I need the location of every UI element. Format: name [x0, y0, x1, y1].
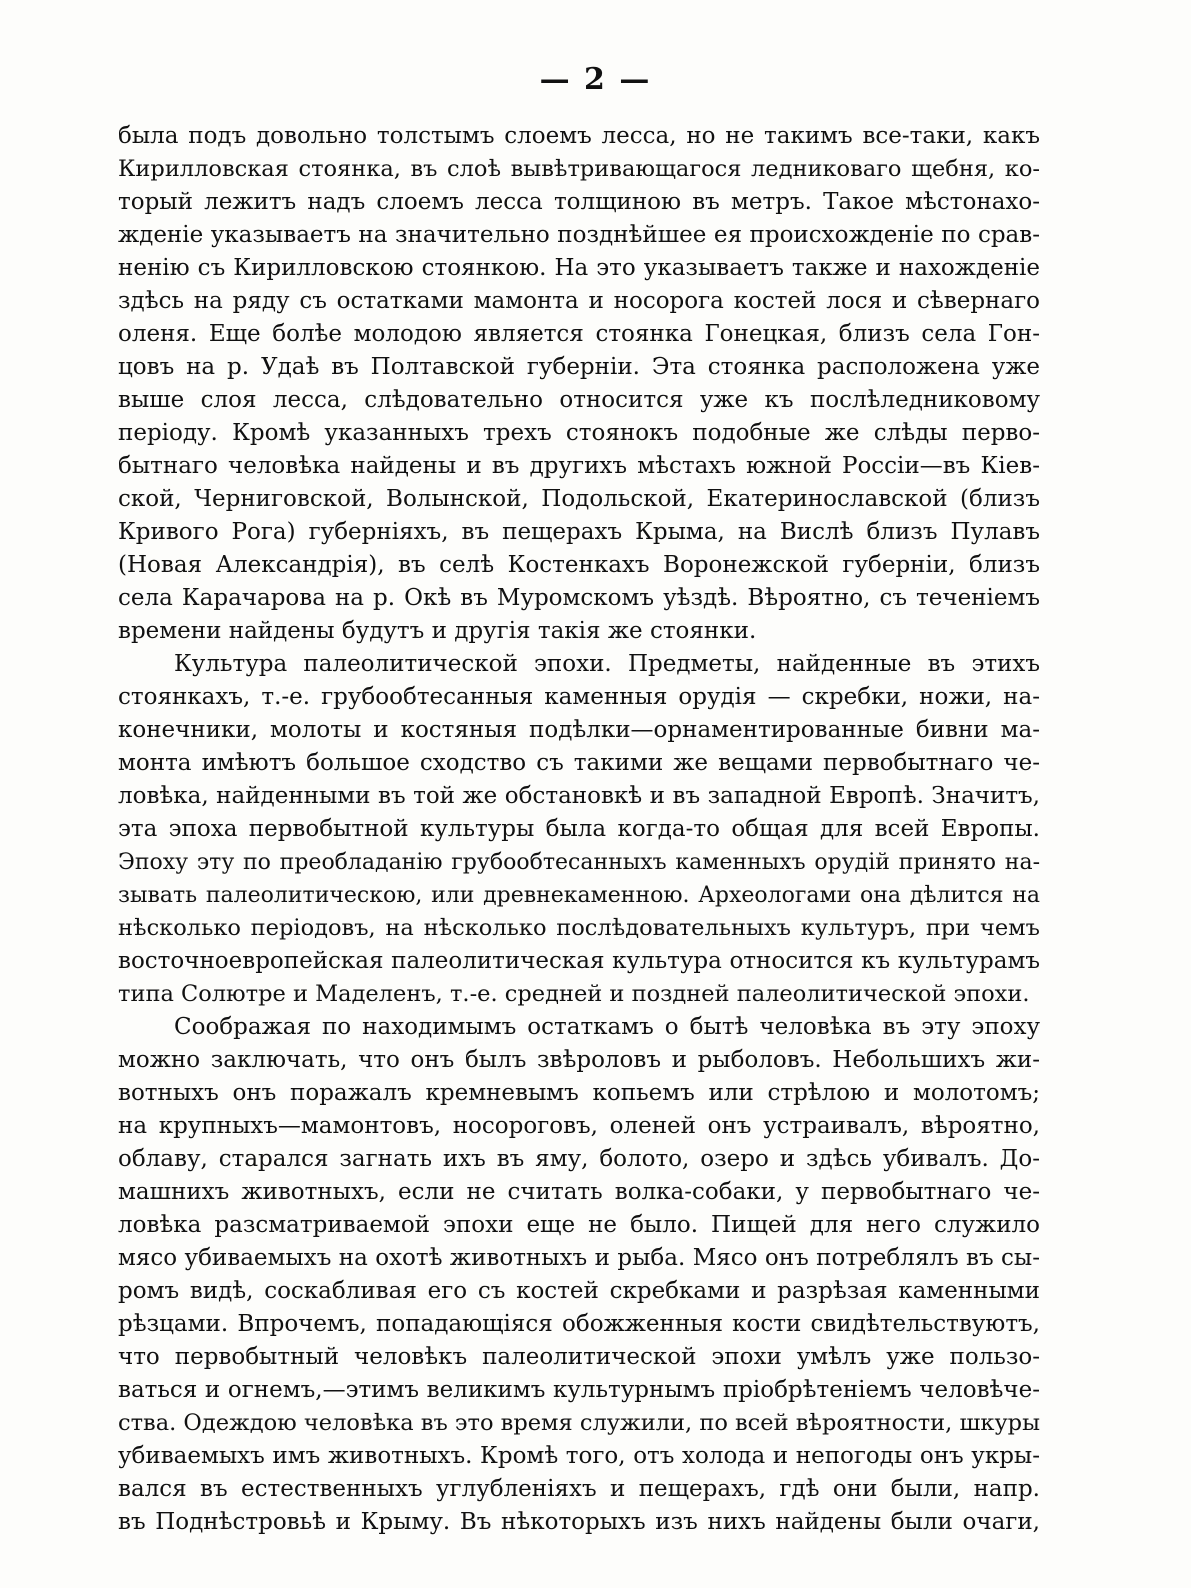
text-line: эта эпоха первобытной культуры была когда-то общая для всей Европы.: [118, 816, 1040, 842]
text-line: типа Солютре и Маделенъ, т.-е. средней и поздней палеолитической эпохи.: [118, 981, 1030, 1007]
text-line: села Карачарова на р. Окѣ въ Муромскомъ уѣздѣ. Вѣроятно, съ теченіемъ: [118, 585, 1040, 611]
text-line: ской, Черниговской, Волынской, Подольской, Екатеринославской (близъ: [118, 486, 1040, 512]
text-line: восточноевропейская палеолитическая культура относится къ культурамъ: [118, 948, 1040, 974]
text-line: можно заключать, что онъ былъ звѣроловъ и рыболовъ. Небольшихъ жи-: [118, 1047, 1040, 1073]
text-line: ромъ видѣ, соскабливая его съ костей скребками и разрѣзая каменными: [118, 1278, 1040, 1304]
text-line: ваться и огнемъ,—этимъ великимъ культурнымъ пріобрѣтеніемъ человѣче-: [118, 1377, 1040, 1403]
text-line: оленя. Еще болѣе молодою является стоянка Гонецкая, близъ села Гон-: [118, 321, 1040, 347]
body-text: [118, 120, 1040, 1539]
text-line: машнихъ животныхъ, если не считать волка-собаки, у первобытнаго че-: [118, 1179, 1040, 1205]
text-line: облаву, старался загнать ихъ въ яму, болото, озеро и здѣсь убивалъ. До-: [118, 1146, 1040, 1172]
text-line: бытнаго человѣка найдены и въ другихъ мѣстахъ южной Россіи—въ Кіев-: [118, 453, 1040, 479]
text-line: мясо убиваемыхъ на охотѣ животныхъ и рыба. Мясо онъ потреблялъ въ сы-: [118, 1245, 1040, 1271]
text-line: вался въ естественныхъ углубленіяхъ и пещерахъ, гдѣ они были, напр.: [118, 1476, 1040, 1502]
text-line: жденіе указываетъ на значительно позднѣйшее ея происхожденіе по срав-: [118, 222, 1040, 248]
text-line: въ Поднѣстровьѣ и Крыму. Въ нѣкоторыхъ изъ нихъ найдены были очаги,: [118, 1509, 1040, 1535]
text-line: здѣсь на ряду съ остатками мамонта и носорога костей лося и сѣвернаго: [118, 288, 1040, 314]
text-line: ловѣка, найденными въ той же обстановкѣ и въ западной Европѣ. Значитъ,: [118, 783, 1040, 809]
text-line: (Новая Александрія), въ селѣ Костенкахъ Воронежской губерніи, близъ: [118, 552, 1040, 578]
text-line: монта имѣютъ большое сходство съ такими же вещами первобытнаго че-: [118, 750, 1040, 776]
text-line: Соображая по находимымъ остаткамъ о бытѣ человѣка въ эту эпоху: [174, 1014, 1040, 1040]
text-line: зывать палеолитическою, или древнекаменною. Археологами она дѣлится на: [118, 883, 1040, 908]
text-line: убиваемыхъ имъ животныхъ. Кромѣ того, отъ холода и непогоды онъ укры-: [118, 1443, 1040, 1469]
text-line: была подъ довольно толстымъ слоемъ лесса, но не такимъ все-таки, какъ: [118, 123, 1040, 149]
text-line: ства. Одеждою человѣка въ это время служили, по всей вѣроятности, шкуры: [118, 1410, 1040, 1436]
text-line: періоду. Кромѣ указанныхъ трехъ стоянокъ подобные же слѣды перво-: [118, 420, 1040, 446]
text-line: ловѣка разсматриваемой эпохи еще не было. Пищей для него служило: [118, 1212, 1040, 1238]
text-line: Эпоху эту по преобладанію грубообтесанныхъ каменныхъ орудій принято на-: [118, 850, 1040, 875]
text-line: ненію съ Кирилловскою стоянкою. На это указываетъ также и нахожденіе: [118, 255, 1040, 281]
text-line: стоянкахъ, т.-е. грубообтесанныя каменныя орудія — скребки, ножи, на-: [118, 684, 1040, 710]
text-line: выше слоя лесса, слѣдовательно относится уже къ послѣледниковому: [118, 387, 1040, 413]
text-line: нѣсколько періодовъ, на нѣсколько послѣдовательныхъ культуръ, при чемъ: [118, 915, 1040, 941]
text-line: на крупныхъ—мамонтовъ, носороговъ, оленей онъ устраивалъ, вѣроятно,: [118, 1113, 1040, 1139]
text-line: цовъ на р. Удаѣ въ Полтавской губерніи. Эта стоянка расположена уже: [118, 354, 1040, 380]
text-line: торый лежитъ надъ слоемъ лесса толщиною въ метръ. Такое мѣстонахо-: [118, 189, 1040, 215]
text-line: конечники, молоты и костяныя подѣлки—орнаментированные бивни ма-: [118, 717, 1040, 743]
text-line: вотныхъ онъ поражалъ кремневымъ копьемъ или стрѣлою и молотомъ;: [118, 1080, 1040, 1106]
text-line: Кирилловская стоянка, въ слоѣ вывѣтривающагося ледниковаго щебня, ко-: [118, 156, 1040, 182]
text-line: Культура палеолитической эпохи. Предметы, найденные въ этихъ: [174, 651, 1040, 677]
text-line: рѣзцами. Впрочемъ, попадающіяся обожженныя кости свидѣтельствуютъ,: [118, 1311, 1040, 1337]
text-line: времени найдены будутъ и другія такія же стоянки.: [118, 618, 757, 644]
page-number: — 2 —: [539, 62, 652, 97]
text-line: что первобытный человѣкъ палеолитической эпохи умѣлъ уже пользо-: [118, 1344, 1040, 1370]
text-line: Кривого Рога) губерніяхъ, въ пещерахъ Крыма, на Вислѣ близъ Пулавъ: [118, 519, 1040, 545]
